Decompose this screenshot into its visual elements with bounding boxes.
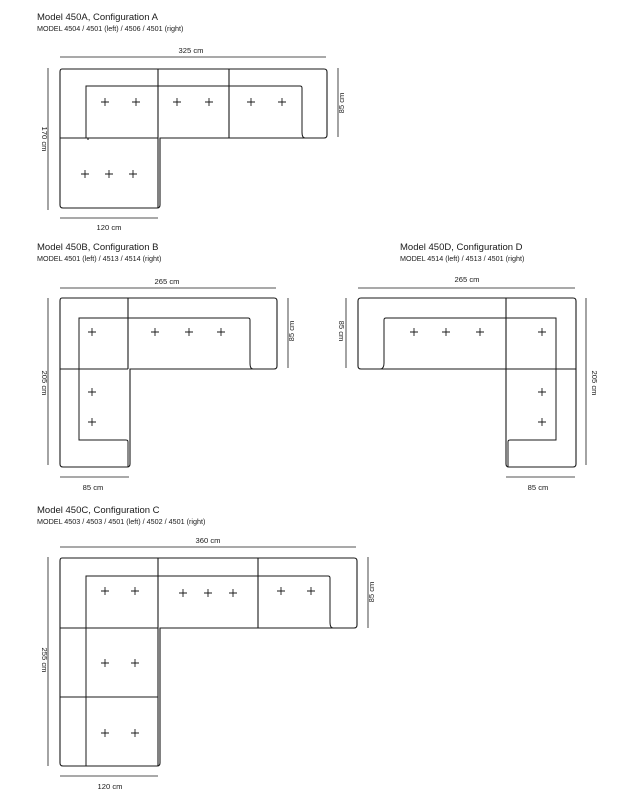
config-d-drawing: [337, 275, 599, 492]
config-c-depth-label: 85 cm: [367, 581, 376, 603]
config-c-seat-line: [86, 576, 333, 766]
config-a-drawing: [40, 46, 346, 232]
config-a-depth-label: 85 cm: [337, 92, 346, 114]
config-d-seat-line: [380, 318, 556, 438]
cushion-plus-icon: [205, 98, 213, 106]
cushion-plus-icon: [307, 587, 315, 595]
cushion-plus-icon: [88, 388, 96, 396]
cushion-plus-icon: [81, 170, 89, 178]
cushion-plus-icon: [129, 170, 137, 178]
config-d-width-label: 265 cm: [454, 275, 480, 284]
config-a-width-label: 325 cm: [178, 46, 204, 55]
config-c-cushion-marks: [101, 587, 315, 737]
config-b-drawing: [40, 277, 296, 492]
config-c-width-label: 360 cm: [195, 536, 221, 545]
cushion-plus-icon: [217, 328, 225, 336]
cushion-plus-icon: [173, 98, 181, 106]
cushion-plus-icon: [277, 587, 285, 595]
cushion-plus-icon: [247, 98, 255, 106]
config-d-models: MODEL 4514 (left) / 4513 / 4501 (right): [400, 254, 525, 263]
cushion-plus-icon: [476, 328, 484, 336]
config-c-bottom-label: 120 cm: [97, 782, 123, 791]
cushion-plus-icon: [229, 589, 237, 597]
config-b-width-label: 265 cm: [154, 277, 180, 286]
cushion-plus-icon: [132, 98, 140, 106]
config-a-bottom-label: 120 cm: [96, 223, 122, 232]
config-b-depth-label: 85 cm: [287, 320, 296, 342]
cushion-plus-icon: [131, 729, 139, 737]
cushion-plus-icon: [179, 589, 187, 597]
cushion-plus-icon: [278, 98, 286, 106]
cushion-plus-icon: [538, 328, 546, 336]
cushion-plus-icon: [538, 418, 546, 426]
config-b-bottom-label: 85 cm: [82, 483, 104, 492]
cushion-plus-icon: [185, 328, 193, 336]
cushion-plus-icon: [410, 328, 418, 336]
config-b-cushion-marks: [88, 328, 225, 426]
config-a-models: MODEL 4504 / 4501 (left) / 4506 / 4501 (right): [37, 24, 184, 33]
config-d-seat-line: [508, 438, 556, 467]
config-c-models: MODEL 4503 / 4503 / 4501 (left) / 4502 / 4501 (right): [37, 517, 206, 526]
config-d-depth-label: 85 cm: [337, 320, 346, 342]
config-b-height-label: 205 cm: [40, 370, 49, 396]
config-d-height-label: 205 cm: [590, 370, 599, 396]
config-b-title: Model 450B, Configuration B: [37, 242, 159, 253]
cushion-plus-icon: [88, 328, 96, 336]
cushion-plus-icon: [204, 589, 212, 597]
cushion-plus-icon: [101, 587, 109, 595]
cushion-plus-icon: [101, 729, 109, 737]
config-b-models: MODEL 4501 (left) / 4513 / 4514 (right): [37, 254, 162, 263]
config-c-height-label: 255 cm: [40, 647, 49, 673]
config-d-cushion-marks: [410, 328, 546, 426]
config-d-bottom-label: 85 cm: [527, 483, 549, 492]
config-b-seat-line: [79, 318, 253, 438]
config-d-title: Model 450D, Configuration D: [400, 242, 523, 253]
config-c-title: Model 450C, Configuration C: [37, 505, 160, 516]
cushion-plus-icon: [151, 328, 159, 336]
config-a-title: Model 450A, Configuration A: [37, 12, 158, 23]
config-a-height-label: 170 cm: [40, 126, 49, 152]
cushion-plus-icon: [538, 388, 546, 396]
config-b-outline: [60, 298, 277, 467]
config-c-drawing: [40, 536, 376, 791]
config-a-seat-line: [86, 86, 305, 138]
config-d-outline: [358, 298, 576, 467]
cushion-plus-icon: [442, 328, 450, 336]
config-b-seat-line: [79, 438, 128, 467]
cushion-plus-icon: [131, 587, 139, 595]
cushion-plus-icon: [131, 659, 139, 667]
cushion-plus-icon: [88, 418, 96, 426]
cushion-plus-icon: [101, 98, 109, 106]
cushion-plus-icon: [105, 170, 113, 178]
cushion-plus-icon: [101, 659, 109, 667]
